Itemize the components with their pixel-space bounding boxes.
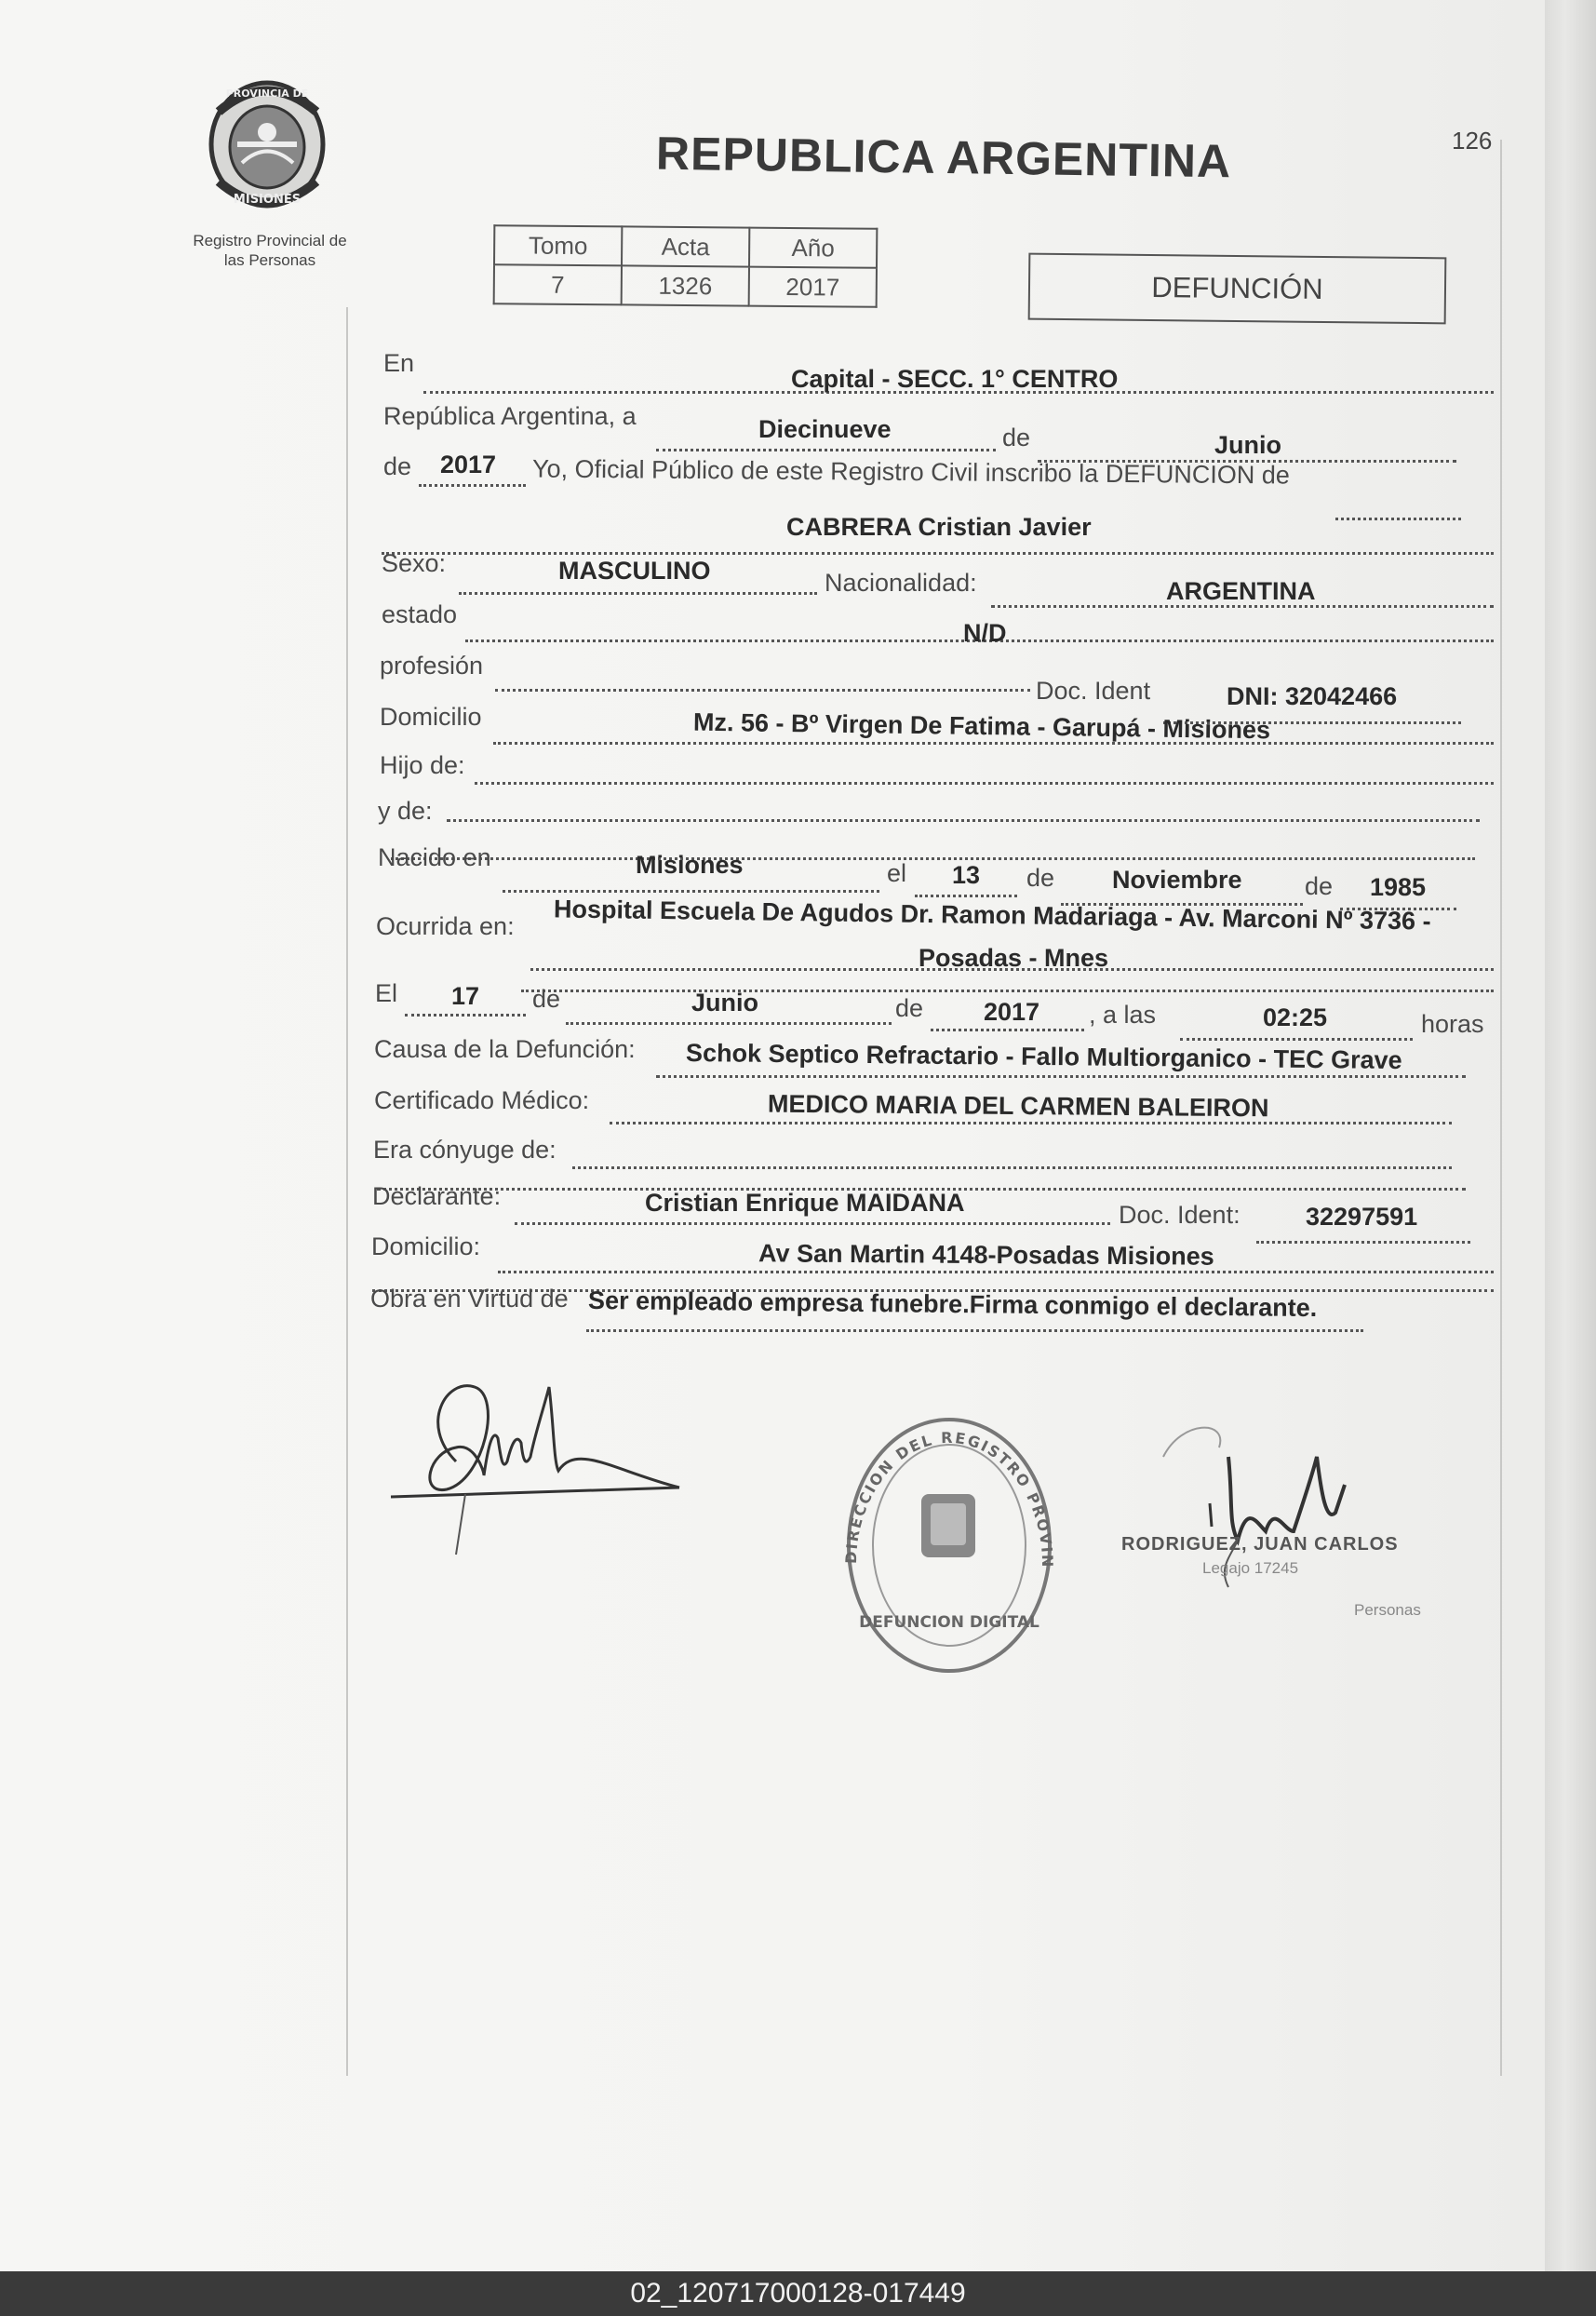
sexo-dots: [459, 592, 817, 595]
horas-label: horas: [1421, 1010, 1484, 1038]
left-margin-line: [346, 307, 348, 2076]
month-value: Junio: [1214, 431, 1281, 459]
declarante-dots: [515, 1222, 1110, 1225]
record-table-value-row: [494, 264, 877, 307]
causa-label: Causa de la Defunción:: [374, 1035, 636, 1063]
yo-statement: Yo, Oficial Público de este Registro Civil inscribo la DEFUNCION de: [531, 454, 1290, 490]
day-value: Diecinueve: [758, 415, 892, 443]
sexo-value: MASCULINO: [558, 557, 711, 585]
file-id: 02_120717000128-017449: [630, 2278, 966, 2309]
y-de-label: y de:: [378, 797, 433, 825]
death-month: Junio: [691, 989, 758, 1017]
right-margin-line: [1500, 140, 1502, 2076]
domicilio2-value: Av San Martin 4148-Posadas Misiones: [758, 1239, 1214, 1271]
conyuge-dots: [572, 1166, 1452, 1169]
anio-header: Año: [749, 228, 877, 268]
domicilio2-label: Domicilio:: [371, 1232, 481, 1260]
record-table-header-row: [494, 225, 877, 268]
page-number: 126: [1452, 127, 1493, 155]
anio-value: 2017: [749, 267, 877, 307]
year-dots: [419, 484, 526, 487]
de-label-4: de: [1305, 872, 1334, 900]
acta-header: Acta: [622, 226, 749, 266]
yo-dots: [1335, 518, 1461, 520]
stamp-ring-text: DIRECCION DEL REGISTRO PROVIN: [841, 1428, 1057, 1569]
extra-dots-2: [521, 990, 1494, 992]
tomo-value: 7: [494, 264, 622, 304]
de-label-3: de: [1026, 864, 1055, 892]
hijo-label: Hijo de:: [380, 751, 465, 779]
stamp-inner-text: DEFUNCION DIGITAL: [859, 1613, 1039, 1632]
causa-dots: [656, 1075, 1466, 1078]
doc-ident-label: Doc. Ident: [1036, 677, 1151, 705]
record-type-box: [1028, 253, 1447, 325]
birth-year: 1985: [1370, 873, 1427, 901]
page-title: REPUBLICA ARGENTINA: [655, 127, 1232, 188]
registry-stamp: [828, 1378, 1070, 1680]
doc-ident2-dots: [1256, 1241, 1470, 1244]
tomo-header: Tomo: [494, 225, 622, 265]
declarante-signature: [382, 1368, 689, 1578]
file-id-bar: [0, 2271, 1596, 2316]
obra-value: Ser empleado empresa funebre.Firma conmigo el declarante.: [587, 1286, 1318, 1323]
de-label-2: de: [383, 452, 412, 480]
ocurrida-line1: Hospital Escuela De Agudos Dr. Ramon Madariaga - Av. Marconi Nº 3736 -: [553, 895, 1431, 936]
seal-text-top: PROVINCIA DE: [225, 88, 309, 100]
registry-line2: las Personas: [223, 251, 316, 269]
domicilio2-dots: [498, 1271, 1494, 1273]
record-type: DEFUNCIÓN: [1151, 271, 1323, 305]
seal-text-bottom: MISIONES: [233, 193, 302, 207]
de-label-1: de: [1002, 424, 1031, 451]
en-value: Capital - SECC. 1° CENTRO: [791, 365, 1119, 393]
doc-ident-value: DNI: 32042466: [1227, 682, 1398, 710]
y-de-dots: [447, 819, 1480, 822]
extra-dots-1: [391, 857, 1475, 860]
causa-value: Schok Septico Refractario - Fallo Multiorganico - TEC Grave: [685, 1038, 1402, 1075]
el-label: el: [887, 859, 907, 887]
death-day-dots: [405, 1014, 526, 1017]
nacionalidad-label: Nacionalidad:: [825, 569, 977, 597]
deceased-name: CABRERA Cristian Javier: [786, 513, 1092, 541]
day-dots: [656, 449, 996, 451]
registry-name: [168, 231, 372, 270]
page-edge: [1545, 0, 1596, 2271]
sexo-label: Sexo:: [382, 549, 447, 577]
certificado-label: Certificado Médico:: [374, 1086, 590, 1114]
death-day: 17: [451, 982, 480, 1010]
obra-label: Obra en Virtud de: [370, 1285, 569, 1313]
year-value: 2017: [440, 451, 497, 478]
birth-month: Noviembre: [1112, 866, 1242, 894]
official-entity: Personas: [1354, 1601, 1421, 1619]
acta-value: 1326: [622, 265, 749, 305]
estado-label: estado: [382, 600, 458, 628]
death-month-dots: [566, 1022, 892, 1025]
hijo-dots: [475, 782, 1494, 785]
nacido-value: Misiones: [636, 851, 744, 879]
provincial-seal-logo: [200, 74, 335, 214]
registry-line1: Registro Provincial de: [193, 232, 347, 249]
nacido-label: Nacido en: [378, 843, 491, 871]
ocurrida-line2: Posadas - Mnes: [919, 944, 1109, 972]
declarante-label: Declarante:: [372, 1182, 502, 1210]
doc-ident2-value: 32297591: [1306, 1203, 1418, 1231]
El-label: El: [375, 979, 398, 1007]
obra-dots: [586, 1329, 1363, 1332]
en-label: En: [383, 349, 415, 377]
death-year: 2017: [984, 998, 1040, 1026]
profesion-dots: [495, 689, 1030, 692]
name-dots: [382, 552, 1494, 555]
profesion-label: profesión: [380, 652, 484, 680]
death-time: 02:25: [1263, 1003, 1328, 1031]
domicilio-dots: [493, 742, 1494, 745]
a-las-label: , a las: [1089, 1001, 1157, 1029]
death-year-dots: [931, 1029, 1084, 1031]
official-name: RODRIGUEZ, JUAN CARLOS: [1121, 1534, 1399, 1555]
doc-ident2-label: Doc. Ident:: [1119, 1201, 1241, 1229]
republica-label: República Argentina, a: [383, 402, 637, 430]
birth-day: 13: [952, 861, 981, 889]
de-label-5: de: [532, 985, 561, 1013]
ocurrida-label: Ocurrida en:: [376, 912, 515, 940]
domicilio-value: Mz. 56 - Bº Virgen De Fatima - Garupá - Misiones: [692, 707, 1271, 745]
nacido-dots: [503, 890, 879, 893]
certificado-dots: [610, 1122, 1452, 1124]
domicilio-label: Domicilio: [380, 703, 482, 731]
estado-value: N/D: [963, 619, 1007, 647]
de-label-6: de: [895, 994, 924, 1022]
certificado-value: MEDICO MARIA DEL CARMEN BALEIRON: [767, 1089, 1269, 1123]
nacionalidad-value: ARGENTINA: [1166, 577, 1316, 605]
death-time-dots: [1180, 1038, 1413, 1041]
conyuge-label: Era cónyuge de:: [373, 1136, 557, 1164]
record-table: [493, 224, 878, 308]
declarante-value: Cristian Enrique MAIDANA: [645, 1189, 965, 1217]
official-legajo: Legajo 17245: [1202, 1559, 1299, 1577]
birth-day-dots: [915, 895, 1017, 897]
